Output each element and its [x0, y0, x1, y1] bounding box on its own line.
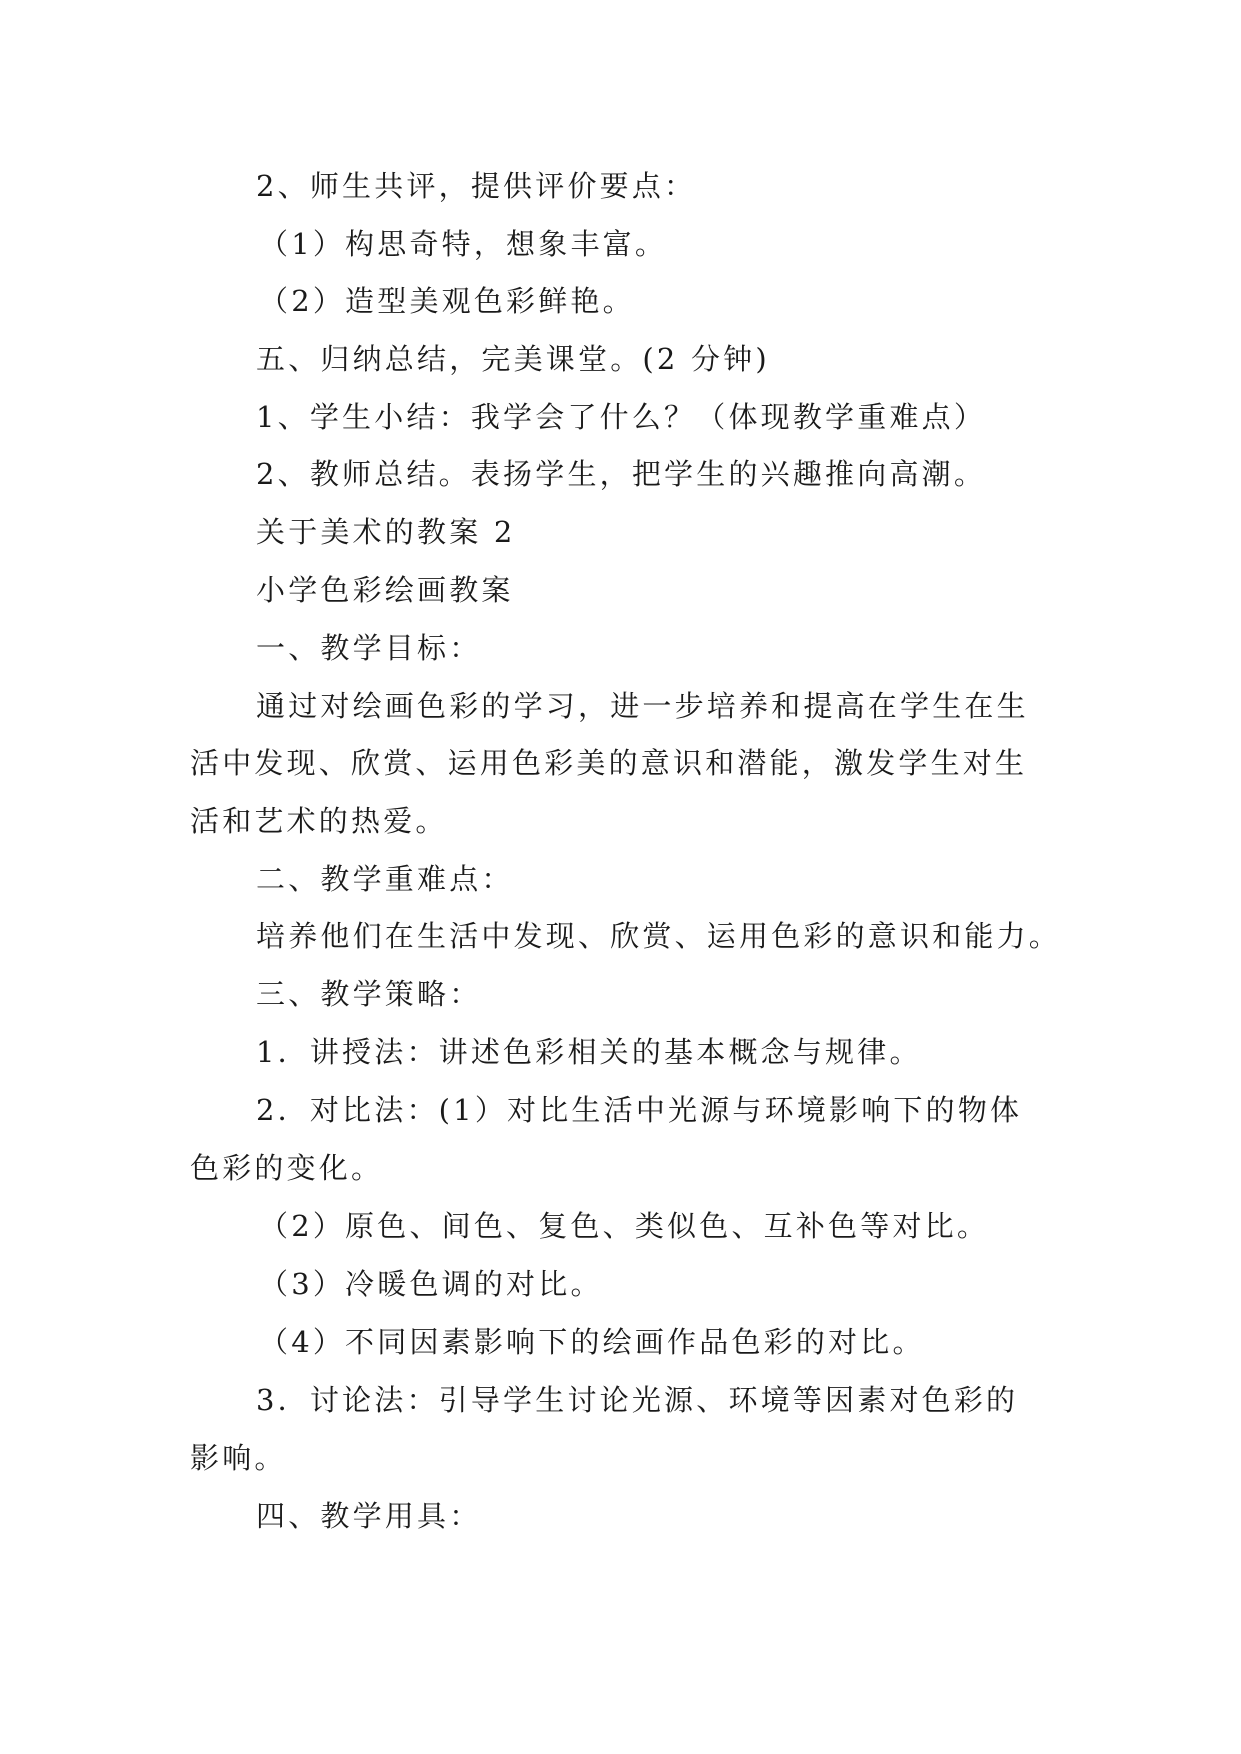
text-line: 1、学生小结：我学会了什么？（体现教学重难点） [256, 400, 987, 434]
section-heading: 四、教学用具： [256, 1499, 482, 1533]
list-item: （3）冷暖色调的对比。 [259, 1267, 603, 1301]
text-line: 2、师生共评，提供评价要点： [256, 169, 697, 203]
text-line: （1）构思奇特，想象丰富。 [259, 227, 668, 261]
list-item: （2）原色、间色、复色、类似色、互补色等对比。 [259, 1209, 990, 1243]
paragraph-line: 通过对绘画色彩的学习，进一步培养和提高在学生在生 [256, 689, 1029, 723]
section-heading: 二、教学重难点： [256, 862, 514, 896]
list-item: （4）不同因素影响下的绘画作品色彩的对比。 [259, 1325, 925, 1359]
list-item-continuation: 色彩的变化。 [190, 1151, 384, 1185]
paragraph-line: 活中发现、欣赏、运用色彩美的意识和潜能，激发学生对生 [190, 746, 1028, 780]
list-item-continuation: 影响。 [190, 1441, 287, 1475]
section-heading: 五、归纳总结，完美课堂。(2 分钟) [256, 342, 770, 376]
text-line: （2）造型美观色彩鲜艳。 [259, 284, 635, 318]
document-title: 关于美术的教案 2 [256, 515, 516, 549]
text-line: 2、教师总结。表扬学生，把学生的兴趣推向高潮。 [256, 457, 987, 491]
list-item: 2．对比法：(1）对比生活中光源与环境影响下的物体 [256, 1093, 1023, 1127]
list-item: 1．讲授法：讲述色彩相关的基本概念与规律。 [256, 1035, 922, 1069]
paragraph-line: 培养他们在生活中发现、欣赏、运用色彩的意识和能力。 [256, 919, 1062, 953]
document-subtitle: 小学色彩绘画教案 [256, 573, 514, 607]
list-item: 3．讨论法：引导学生讨论光源、环境等因素对色彩的 [256, 1383, 1019, 1417]
section-heading: 一、教学目标： [256, 631, 482, 665]
paragraph-line: 活和艺术的热爱。 [190, 804, 448, 838]
section-heading: 三、教学策略： [256, 977, 482, 1011]
